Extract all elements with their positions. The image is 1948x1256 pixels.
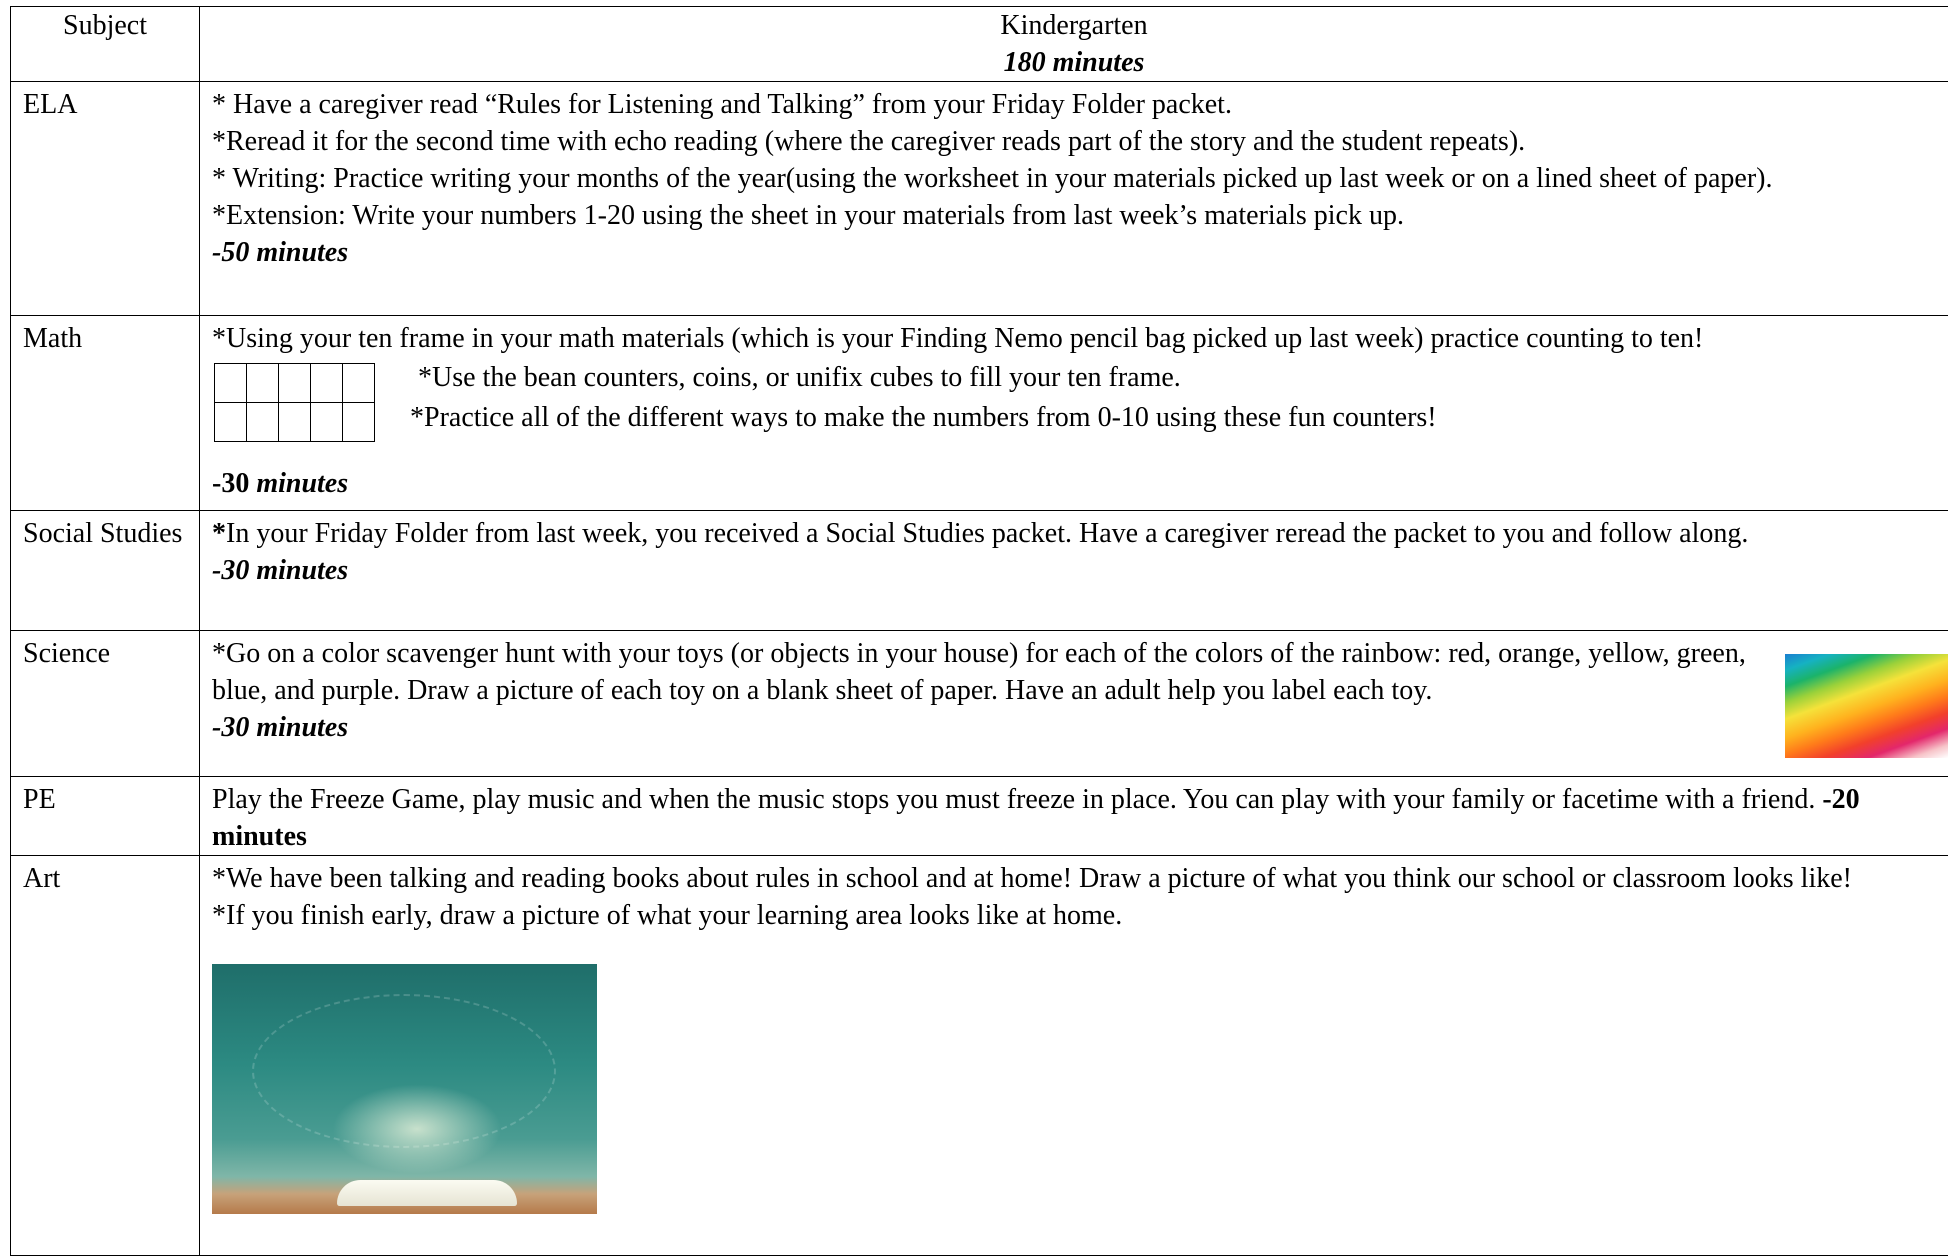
science-text: *Go on a color scavenger hunt with your toys (or objects in your house) for each of the colors of the rainbow: red, orange, yellow, green, blue, and purple. Draw a picture of each toy on a blank sheet of paper. Have an adult help you label each toy. bbox=[212, 635, 1763, 709]
science-minutes: -30 minutes bbox=[212, 709, 1763, 746]
science-content bbox=[200, 631, 1948, 777]
row-math bbox=[11, 316, 1948, 511]
open-book-icon bbox=[337, 1180, 517, 1206]
subject-pe: PE bbox=[11, 777, 200, 856]
classroom-book-image bbox=[212, 964, 597, 1214]
math-minutes-num: -30 bbox=[212, 468, 249, 499]
grade-label: Kindergarten bbox=[212, 7, 1936, 44]
social-content bbox=[200, 511, 1948, 631]
row-pe bbox=[11, 777, 1948, 856]
pe-text: Play the Freeze Game, play music and when the music stops you must freeze in place. You can play with your family or facetime with a friend. bbox=[212, 784, 1815, 815]
social-text bbox=[212, 515, 1936, 552]
row-art bbox=[11, 856, 1948, 1256]
row-social-studies bbox=[11, 511, 1948, 631]
pe-minutes: -20 minutes bbox=[212, 784, 1860, 852]
rainbow-paper-image bbox=[1785, 654, 1948, 758]
ten-frame-block bbox=[212, 357, 1936, 465]
math-note-2: *Practice all of the different ways to make the numbers from 0-10 using these fun counters! bbox=[410, 399, 1437, 436]
total-minutes: 180 minutes bbox=[212, 44, 1936, 81]
art-line-1: *We have been talking and reading books about rules in school and at home! Draw a picture of what you think our school or classroom looks like! bbox=[212, 860, 1936, 897]
subject-social-studies: Social Studies bbox=[11, 511, 200, 631]
pe-content bbox=[200, 777, 1948, 856]
row-ela bbox=[11, 82, 1948, 316]
social-minutes: -30 minutes bbox=[212, 552, 1936, 589]
ela-line-3: * Writing: Practice writing your months of the year(using the worksheet in your materials picked up last week or on a lined sheet of paper). bbox=[212, 160, 1936, 197]
ela-content bbox=[200, 82, 1948, 316]
social-star: * bbox=[212, 518, 226, 549]
subject-header: Subject bbox=[11, 7, 200, 82]
ela-line-4: *Extension: Write your numbers 1-20 using the sheet in your materials from last week’s materials pick up. bbox=[212, 197, 1936, 234]
subject-ela: ELA bbox=[11, 82, 200, 316]
schedule-table bbox=[10, 6, 1948, 1256]
math-line-1: *Using your ten frame in your math materials (which is your Finding Nemo pencil bag picked up last week) practice counting to ten! bbox=[212, 320, 1936, 357]
ten-frame-grid bbox=[214, 363, 375, 442]
ela-line-1: * Have a caregiver read “Rules for Listening and Talking” from your Friday Folder packet. bbox=[212, 86, 1936, 123]
subject-math: Math bbox=[11, 316, 200, 511]
art-content bbox=[200, 856, 1948, 1256]
math-minutes-word: minutes bbox=[256, 468, 348, 499]
social-text-body: In your Friday Folder from last week, you received a Social Studies packet. Have a caregiver reread the packet to you and follow along. bbox=[226, 518, 1748, 549]
math-minutes bbox=[212, 465, 1936, 502]
subject-art: Art bbox=[11, 856, 200, 1256]
header-row bbox=[11, 7, 1948, 82]
art-line-2: *If you finish early, draw a picture of what your learning area looks like at home. bbox=[212, 897, 1936, 934]
ela-minutes: -50 minutes bbox=[212, 234, 1936, 271]
grade-header bbox=[200, 7, 1948, 82]
row-science bbox=[11, 631, 1948, 777]
math-note-1: *Use the bean counters, coins, or unifix cubes to fill your ten frame. bbox=[418, 359, 1181, 396]
math-content bbox=[200, 316, 1948, 511]
ela-line-2: *Reread it for the second time with echo reading (where the caregiver reads part of the story and the student repeats). bbox=[212, 123, 1936, 160]
subject-science: Science bbox=[11, 631, 200, 777]
book-glow bbox=[332, 1084, 502, 1174]
